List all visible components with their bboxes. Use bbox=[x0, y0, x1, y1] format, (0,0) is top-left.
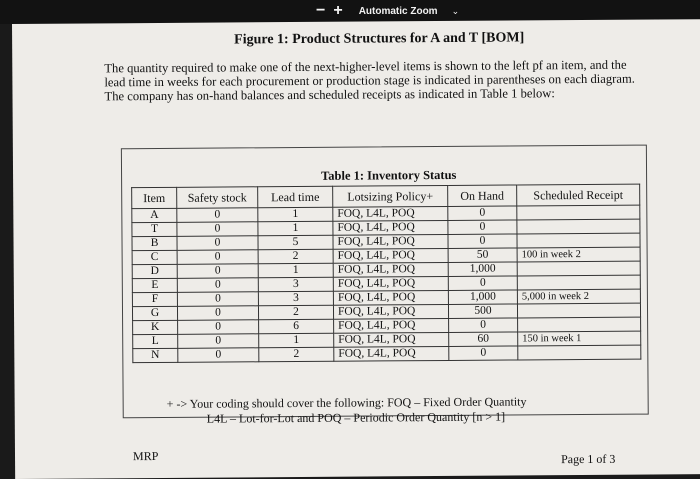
cell-lead-time: 3 bbox=[258, 291, 333, 306]
cell-scheduled-receipt bbox=[517, 261, 640, 276]
cell-on-hand: 0 bbox=[448, 206, 517, 220]
cell-scheduled-receipt: 5,000 in week 2 bbox=[517, 289, 640, 304]
cell-on-hand: 1,000 bbox=[448, 262, 517, 276]
cell-on-hand: 500 bbox=[448, 304, 517, 318]
cell-scheduled-receipt bbox=[517, 233, 640, 248]
document-page bbox=[12, 19, 700, 479]
cell-policy: FOQ, L4L, POQ bbox=[333, 276, 448, 291]
cell-scheduled-receipt bbox=[518, 345, 641, 360]
header-lotsizing-policy: Lotsizing Policy+ bbox=[333, 185, 448, 207]
cell-item: G bbox=[132, 306, 177, 320]
cell-lead-time: 1 bbox=[258, 207, 333, 222]
cell-lead-time: 5 bbox=[258, 235, 333, 250]
zoom-controls bbox=[316, 2, 459, 20]
cell-scheduled-receipt: 100 in week 2 bbox=[517, 247, 640, 262]
header-item: Item bbox=[132, 187, 177, 208]
cell-lead-time: 1 bbox=[258, 221, 333, 236]
cell-policy: FOQ, L4L, POQ bbox=[333, 248, 448, 263]
cell-on-hand: 0 bbox=[448, 276, 517, 290]
cell-item: L bbox=[133, 334, 178, 348]
cell-lead-time: 2 bbox=[259, 347, 334, 362]
cell-safety-stock: 0 bbox=[177, 264, 258, 279]
cell-safety-stock: 0 bbox=[177, 306, 258, 321]
intro-paragraph: The quantity required to make one of the next-higher-level items is shown to the left pf an item, and the lead time in weeks for each procurement or production stage is indicated in parentheses on each diagram. The company has on-hand balances and scheduled receipts as indicated in Table 1 below: bbox=[104, 57, 635, 104]
cell-safety-stock: 0 bbox=[178, 334, 259, 349]
cell-on-hand: 0 bbox=[449, 318, 518, 332]
cell-policy: FOQ, L4L, POQ bbox=[333, 220, 448, 235]
cell-scheduled-receipt bbox=[517, 205, 640, 220]
cell-item: K bbox=[133, 320, 178, 334]
cell-safety-stock: 0 bbox=[177, 250, 258, 265]
cell-lead-time: 1 bbox=[259, 333, 334, 348]
page-number: Page 1 of 3 bbox=[561, 451, 616, 467]
cell-safety-stock: 0 bbox=[178, 348, 259, 363]
cell-scheduled-receipt bbox=[517, 303, 640, 318]
cell-policy: FOQ, L4L, POQ bbox=[334, 346, 449, 361]
table-title: Table 1: Inventory Status bbox=[321, 167, 457, 183]
cell-scheduled-receipt bbox=[517, 219, 640, 234]
coding-note-line-1: + -> Your coding should cover the following: FOQ – Fixed Order Quantity bbox=[166, 394, 527, 411]
zoom-in-button[interactable]: + bbox=[333, 2, 343, 19]
cell-item: D bbox=[132, 264, 177, 278]
zoom-out-button[interactable]: − bbox=[316, 2, 326, 19]
cell-policy: FOQ, L4L, POQ bbox=[333, 290, 448, 305]
cell-on-hand: 0 bbox=[448, 220, 517, 234]
chevron-down-icon[interactable]: ⌄ bbox=[451, 5, 460, 16]
coding-note-line-2: L4L – Lot-for-Lot and POQ – Periodic Order Quantity [n > 1] bbox=[206, 409, 506, 426]
cell-policy: FOQ, L4L, POQ bbox=[333, 206, 448, 221]
cell-item: B bbox=[132, 236, 177, 250]
cell-lead-time: 1 bbox=[258, 263, 333, 278]
cell-lead-time: 2 bbox=[258, 305, 333, 320]
cell-item: T bbox=[132, 222, 177, 236]
cell-lead-time: 6 bbox=[259, 319, 334, 334]
figure-title: Figure 1: Product Structures for A and T [BOM] bbox=[234, 30, 525, 48]
header-on-hand: On Hand bbox=[448, 185, 517, 206]
zoom-select[interactable]: Automatic Zoom bbox=[358, 5, 438, 17]
cell-item: F bbox=[132, 292, 177, 306]
header-scheduled-receipt: Scheduled Receipt bbox=[517, 184, 640, 206]
cell-scheduled-receipt: 150 in week 1 bbox=[518, 331, 641, 346]
cell-on-hand: 60 bbox=[449, 332, 518, 346]
cell-safety-stock: 0 bbox=[177, 278, 258, 293]
cell-safety-stock: 0 bbox=[177, 236, 258, 251]
cell-on-hand: 1,000 bbox=[448, 290, 517, 304]
cell-on-hand: 0 bbox=[449, 346, 518, 360]
cell-lead-time: 3 bbox=[258, 277, 333, 292]
cell-safety-stock: 0 bbox=[177, 292, 258, 307]
cell-on-hand: 50 bbox=[448, 248, 517, 262]
cell-on-hand: 0 bbox=[448, 234, 517, 248]
cell-safety-stock: 0 bbox=[177, 222, 258, 237]
cell-policy: FOQ, L4L, POQ bbox=[334, 318, 449, 333]
cell-scheduled-receipt bbox=[517, 275, 640, 290]
cell-safety-stock: 0 bbox=[177, 208, 258, 223]
cell-lead-time: 2 bbox=[258, 249, 333, 264]
cell-scheduled-receipt bbox=[518, 317, 641, 332]
cell-policy: FOQ, L4L, POQ bbox=[333, 234, 448, 249]
cell-item: C bbox=[132, 250, 177, 264]
header-safety-stock: Safety stock bbox=[177, 187, 258, 209]
inventory-table bbox=[131, 184, 641, 364]
cell-item: A bbox=[132, 208, 177, 222]
cell-item: N bbox=[133, 348, 178, 362]
cell-policy: FOQ, L4L, POQ bbox=[333, 262, 448, 277]
header-lead-time: Lead time bbox=[258, 186, 333, 208]
table-header-row bbox=[132, 184, 640, 209]
cell-item: E bbox=[132, 278, 177, 292]
table-row bbox=[133, 345, 641, 363]
footer-course-label: MRP bbox=[132, 448, 159, 464]
cell-policy: FOQ, L4L, POQ bbox=[333, 304, 448, 319]
cell-safety-stock: 0 bbox=[178, 320, 259, 335]
cell-policy: FOQ, L4L, POQ bbox=[334, 332, 449, 347]
